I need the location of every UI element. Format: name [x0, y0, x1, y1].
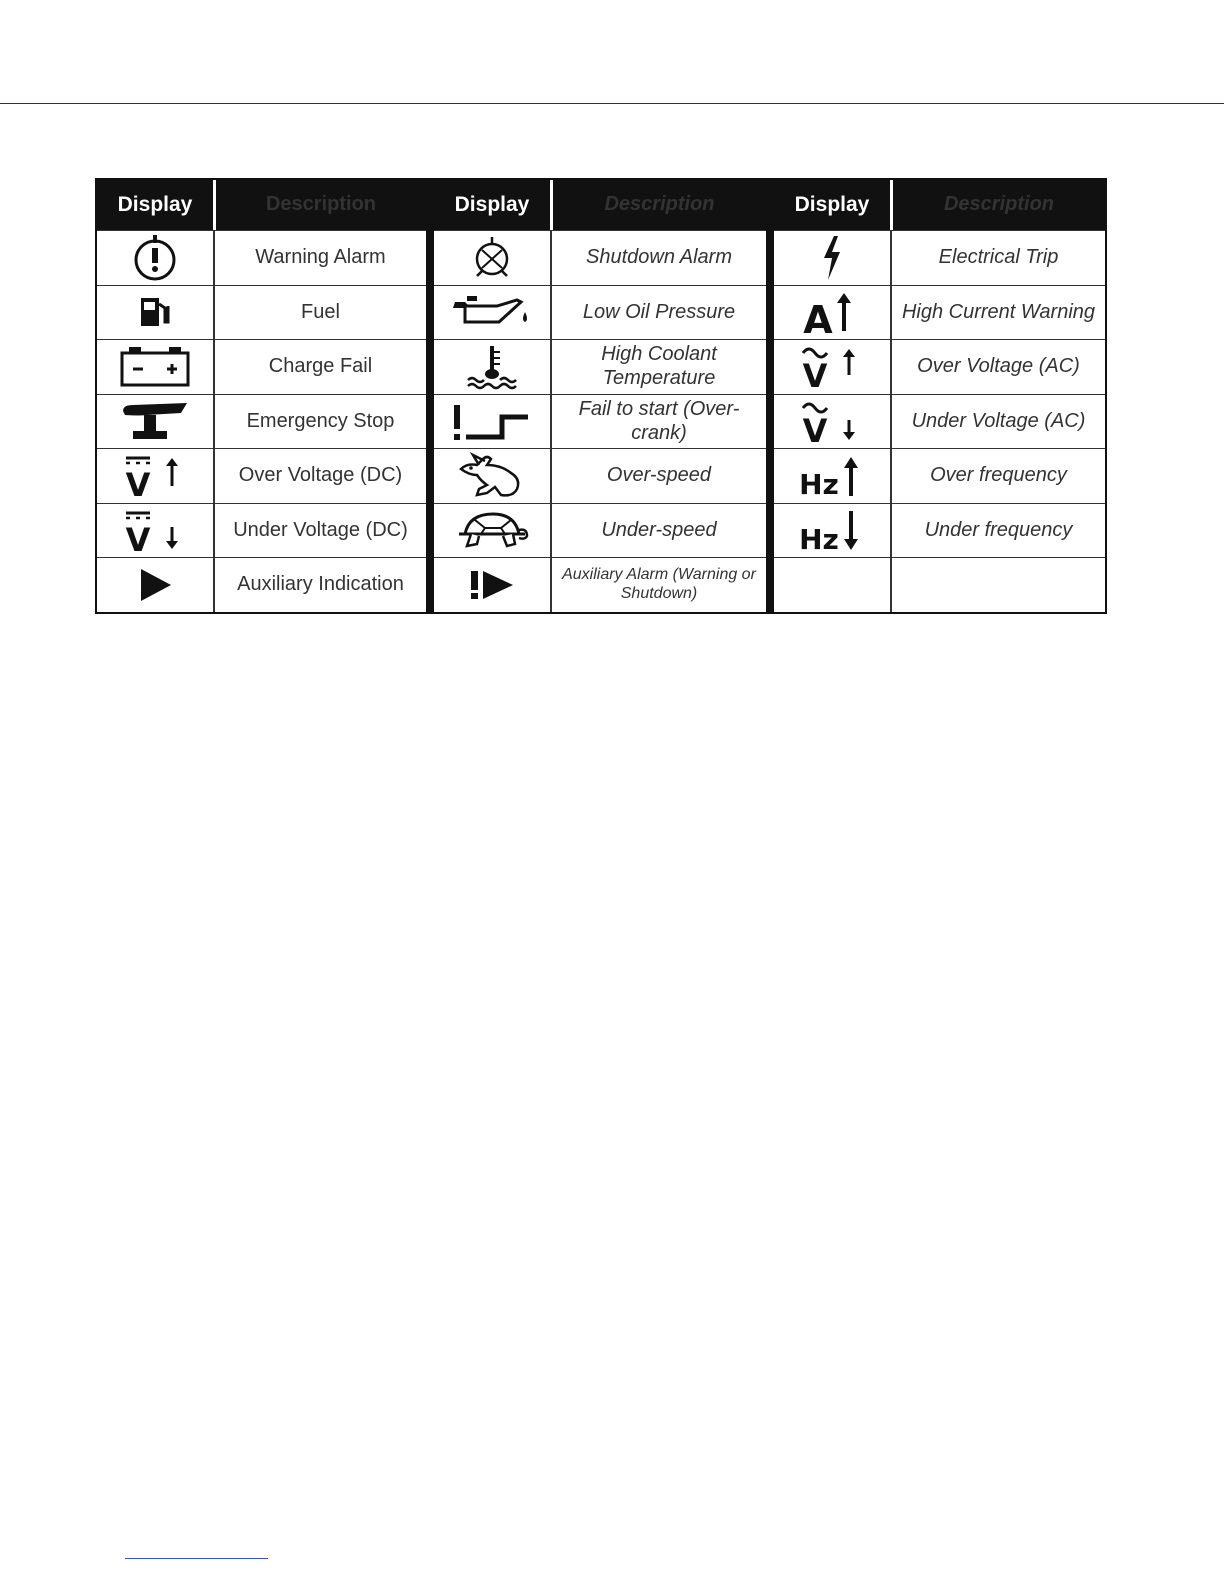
svg-text:V: V: [125, 466, 151, 501]
row-description: Charge Fail: [268, 355, 373, 378]
row-description: Low Oil Pressure: [582, 300, 736, 323]
turtle-icon: [455, 508, 529, 554]
header-row: [774, 180, 1105, 230]
row-description: High Coolant Temperature: [601, 343, 717, 389]
footnote-rule: [125, 1558, 268, 1559]
svg-text:Hz: Hz: [799, 468, 839, 501]
svg-text:A: A: [803, 298, 833, 338]
svg-text:V: V: [802, 356, 828, 391]
row-description: High Current Warning: [901, 300, 1096, 323]
ac-voltage-up-icon: [797, 343, 867, 391]
high-current-icon: [800, 287, 864, 337]
table-row: [97, 557, 426, 612]
empty-cell: [774, 558, 892, 612]
frequency-up-icon: [797, 452, 867, 500]
shutdown-alarm-icon: [469, 234, 515, 282]
play-triangle-icon: [135, 565, 175, 605]
display-header: Display: [794, 193, 870, 216]
row-description: Over frequency: [930, 464, 1067, 487]
legend-group-1: [95, 178, 428, 614]
description-header: Description: [943, 193, 1055, 216]
row-description: Auxiliary Indication: [237, 573, 404, 596]
svg-text:V: V: [125, 520, 151, 555]
table-row: [97, 285, 426, 340]
warning-alarm-icon: [130, 233, 180, 283]
row-description: Auxiliary Alarm (Warning or Shutdown): [562, 566, 756, 603]
legend-group-3: [772, 178, 1107, 614]
table-row: [434, 503, 766, 558]
row-description: Shutdown Alarm: [586, 245, 732, 268]
dc-voltage-up-icon: [120, 452, 190, 500]
row-description: Under-speed: [601, 518, 717, 541]
dc-voltage-down-icon: [120, 507, 190, 555]
auxiliary-alarm-icon: [467, 567, 517, 603]
table-row: [774, 557, 1105, 612]
lightning-icon: [820, 234, 844, 282]
table-row: [434, 394, 766, 449]
row-description: Under Voltage (AC): [911, 409, 1086, 432]
table-row: [97, 448, 426, 503]
fail-to-start-icon: [450, 399, 534, 445]
table-row: [97, 394, 426, 449]
table-row: [774, 285, 1105, 340]
row-description: Fuel: [301, 300, 340, 323]
legend-group-2: [432, 178, 768, 614]
row-description: Electrical Trip: [938, 245, 1059, 268]
table-row: [774, 230, 1105, 285]
row-description: Fail to start (Over-crank): [578, 397, 740, 444]
row-description: Emergency Stop: [246, 409, 395, 432]
svg-text:Hz: Hz: [799, 522, 839, 555]
coolant-temperature-icon: [462, 342, 522, 392]
table-row: [774, 394, 1105, 449]
table-row: [434, 557, 766, 612]
row-description: Under frequency: [924, 518, 1073, 541]
row-description: Over Voltage (AC): [917, 355, 1080, 378]
battery-icon: [119, 345, 191, 389]
table-row: [434, 339, 766, 394]
frequency-down-icon: [797, 507, 867, 555]
table-row: [434, 448, 766, 503]
header-row: [97, 180, 426, 230]
display-legend-table: [95, 178, 1107, 614]
description-header: Description: [265, 193, 377, 216]
table-row: [97, 339, 426, 394]
table-row: [774, 339, 1105, 394]
row-description: Over Voltage (DC): [238, 464, 403, 487]
header-row: [434, 180, 766, 230]
fuel-icon: [135, 292, 175, 332]
table-row: [434, 285, 766, 340]
table-row: [434, 230, 766, 285]
header-rule: [0, 103, 1224, 104]
table-row: [774, 503, 1105, 558]
ac-voltage-down-icon: [797, 398, 867, 446]
oil-can-icon: [451, 290, 533, 334]
table-row: [97, 503, 426, 558]
table-row: [97, 230, 426, 285]
svg-text:V: V: [802, 411, 828, 446]
description-header: Description: [604, 193, 715, 216]
table-row: [774, 448, 1105, 503]
display-header: Display: [117, 193, 193, 216]
row-description: Under Voltage (DC): [233, 518, 408, 541]
rabbit-icon: [457, 451, 527, 501]
display-header: Display: [454, 193, 530, 216]
row-description: Warning Alarm: [255, 245, 386, 268]
emergency-stop-icon: [119, 399, 191, 445]
row-description: Over-speed: [606, 464, 712, 487]
